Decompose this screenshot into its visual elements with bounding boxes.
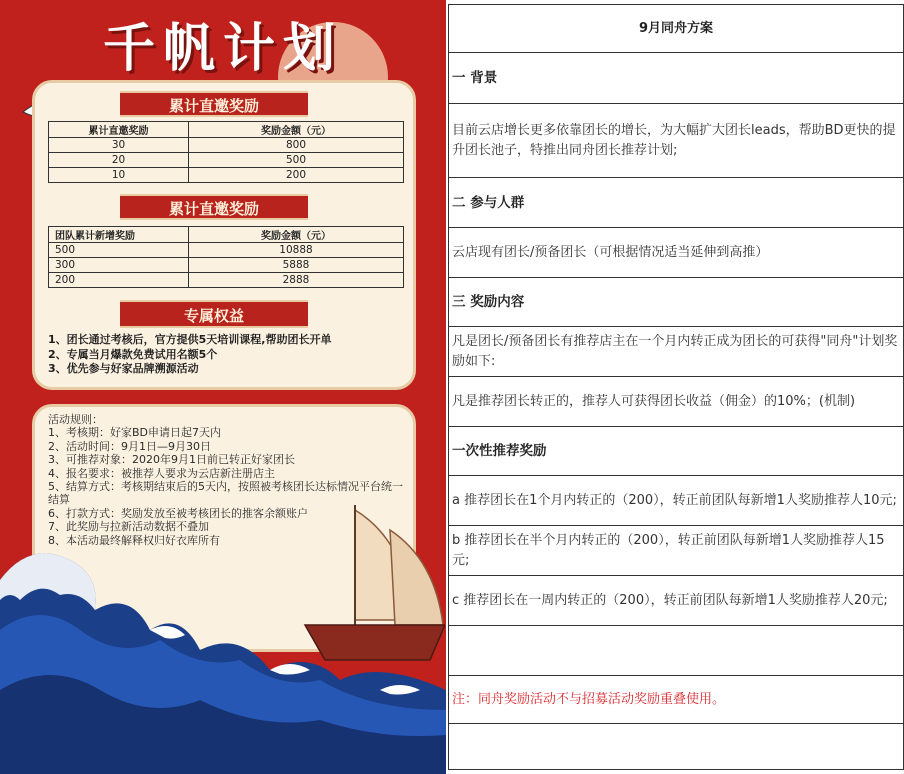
- section2-banner: 累计直邀奖励: [120, 194, 308, 220]
- table-row: [49, 168, 404, 183]
- poster-title: 千帆计划: [102, 18, 343, 79]
- list-item: 2、活动时间：9月1日—9月30日: [48, 439, 211, 453]
- list-item: 3、优先参与好家品牌溯源活动: [48, 362, 199, 375]
- section-text-audience: 云店现有团长/预备团长（可根据情况适当延伸到高推）: [448, 228, 904, 278]
- table-cell: 500: [189, 153, 404, 168]
- section3-banner: 专属权益: [120, 300, 308, 328]
- table-cell: 200: [49, 273, 189, 288]
- reward-item-b: b 推荐团长在半个月内转正的（200），转正前团队每新增1人奖励推荐人15元;: [448, 526, 904, 576]
- list-item: 2、专属当月爆款免费试用名额5个: [48, 347, 218, 361]
- table-header-row: [49, 122, 404, 138]
- table-cell: 500: [49, 243, 189, 258]
- table-cell: 800: [189, 138, 404, 153]
- table-header: 团队累计新增奖励: [49, 227, 189, 243]
- team-reward-table: [48, 226, 404, 288]
- section-text-rewards-intro: 凡是团长/预备团长有推荐店主在一个月内转正成为团长的可获得"同舟"计划奖励如下:: [448, 327, 904, 377]
- table-header: 奖励金额（元）: [189, 227, 404, 243]
- list-item: 6、打款方式：奖励发放至被考核团长的推客余额账户: [48, 506, 308, 520]
- section-heading-rewards: 三 奖励内容: [448, 278, 904, 327]
- reward-item-c: c 推荐团长在一周内转正的（200），转正前团队每新增1人奖励推荐人20元;: [448, 576, 904, 626]
- table-header: 累计直邀奖励: [49, 122, 189, 138]
- table-header-row: [49, 227, 404, 243]
- list-item: 5、结算方式：考核期结束后的5天内，按照被考核团长达标情况平台统一结算: [48, 480, 403, 507]
- table-row: [49, 258, 404, 273]
- table-row: [49, 273, 404, 288]
- section-heading-background: 一 背景: [448, 53, 904, 104]
- table-cell: 20: [49, 153, 189, 168]
- table-header: 奖励金额（元）: [189, 122, 404, 138]
- table-row: [49, 243, 404, 258]
- waves-decoration: [0, 540, 446, 774]
- document-title: 9月同舟方案: [448, 5, 904, 53]
- direct-invite-table: [48, 121, 404, 183]
- rules-heading: 活动规则：: [48, 413, 103, 426]
- list-item: 1、团长通过考核后，官方提供5天培训课程,帮助团长开单: [48, 333, 332, 346]
- list-item: 8、本活动最终解释权归好衣库所有: [48, 533, 220, 547]
- table-row: [49, 153, 404, 168]
- list-item: 1、考核期：好家BD申请日起7天内: [48, 426, 222, 440]
- list-item: 4、报名要求：被推荐人要求为云店新注册店主: [48, 466, 275, 480]
- plan-document: [446, 0, 904, 774]
- table-row: [49, 138, 404, 153]
- table-cell: 2888: [189, 273, 404, 288]
- reward-item-a: a 推荐团长在1个月内转正的（200），转正前团队每新增1人奖励推荐人10元;: [448, 476, 904, 526]
- empty-row: [448, 626, 904, 676]
- list-item: 3、可推荐对象：2020年9月1日前已转正好家团长: [48, 453, 295, 467]
- section-heading-audience: 二 参与人群: [448, 178, 904, 228]
- note-text: 注：同舟奖励活动不与招募活动奖励重叠使用。: [448, 676, 904, 724]
- section-heading-one-time: 一次性推荐奖励: [448, 427, 904, 476]
- benefits-list: [48, 333, 418, 377]
- table-cell: 30: [49, 138, 189, 153]
- empty-row: [448, 724, 904, 770]
- list-item: 7、此奖励与拉新活动数据不叠加: [48, 520, 209, 534]
- poster: [0, 0, 446, 774]
- table-cell: 10: [49, 168, 189, 183]
- table-cell: 5888: [189, 258, 404, 273]
- section-text-rewards-commission: 凡是推荐团长转正的，推荐人可获得团长收益（佣金）的10%；(机制): [448, 377, 904, 427]
- table-cell: 200: [189, 168, 404, 183]
- section1-banner: 累计直邀奖励: [120, 91, 308, 117]
- table-cell: 10888: [189, 243, 404, 258]
- table-cell: 300: [49, 258, 189, 273]
- section-text-background: 目前云店增长更多依靠团长的增长，为大幅扩大团长leads，帮助BD更快的提升团长池子，特推出同舟团长推荐计划;: [448, 104, 904, 178]
